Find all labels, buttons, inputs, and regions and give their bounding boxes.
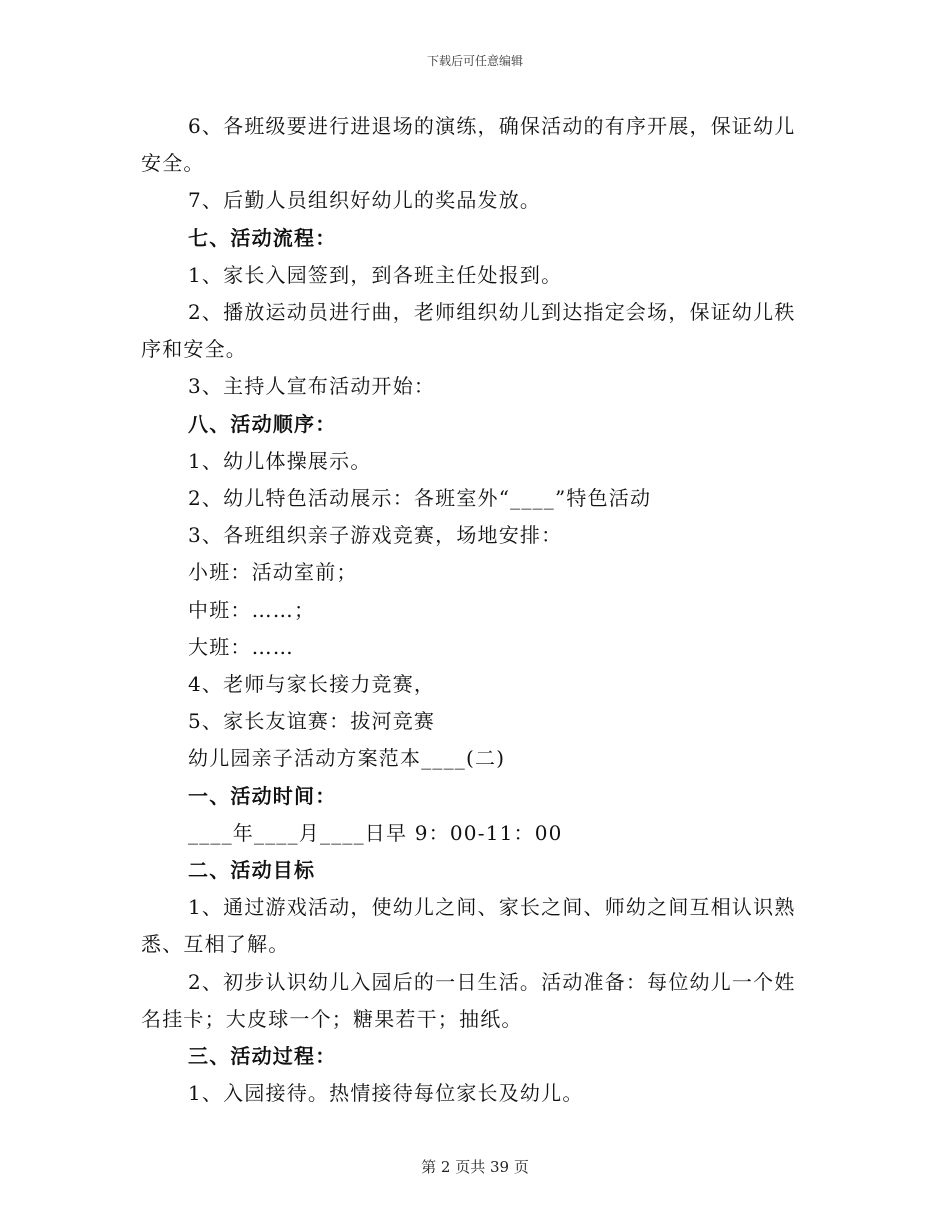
paragraph-line: 6、各班级要进行进退场的演练，确保活动的有序开展，保证幼儿 <box>188 114 796 138</box>
paragraph-line: 2、初步认识幼儿入园后的一日生活。活动准备：每位幼儿一个姓 <box>188 969 796 994</box>
paragraph-line: 1、入园接待。热情接待每位家长及幼儿。 <box>188 1081 584 1106</box>
paragraph-line: 2、播放运动员进行曲，老师组织幼儿到达指定会场，保证幼儿秩 <box>188 300 796 325</box>
paragraph-line: 4、老师与家长接力竞赛， <box>188 672 436 697</box>
page-header: 下载后可任意编辑 <box>426 54 523 68</box>
paragraph-line: 3、各班组织亲子游戏竞赛，场地安排： <box>188 523 563 548</box>
section-heading: 二、活动目标 <box>188 858 316 883</box>
paragraph-line: 名挂卡；大皮球一个；糖果若干；抽纸。 <box>141 1006 523 1031</box>
document-body <box>141 108 811 1112</box>
paragraph-line: 1、幼儿体操展示。 <box>188 448 372 473</box>
paragraph-line: 3、主持人宣布活动开始： <box>188 374 436 399</box>
section-heading: 八、活动顺序： <box>188 411 337 436</box>
paragraph-line: 悉、互相了解。 <box>141 932 290 957</box>
document-subtitle: 幼儿园亲子活动方案范本____(二) <box>188 746 506 771</box>
paragraph-line: 序和安全。 <box>141 337 247 362</box>
paragraph-line: 1、家长入园签到，到各班主任处报到。 <box>188 262 563 287</box>
paragraph-line: ____年____月____日早 9：00-11：00 <box>188 820 563 845</box>
paragraph-line: 安全。 <box>141 151 205 176</box>
page-footer: 第 2 页共 39 页 <box>421 1158 529 1176</box>
section-heading: 三、活动过程： <box>188 1044 337 1069</box>
paragraph-line: 小班：活动室前； <box>188 560 358 585</box>
paragraph-line: 中班：……； <box>188 597 316 622</box>
paragraph-line: 5、家长友谊赛：拔河竞赛 <box>188 709 436 734</box>
section-heading: 一、活动时间： <box>188 783 337 808</box>
section-heading: 七、活动流程： <box>188 225 337 250</box>
paragraph-line: 大班：…… <box>188 634 294 659</box>
paragraph-line: 2、幼儿特色活动展示：各班室外“____”特色活动 <box>188 486 652 511</box>
paragraph-line: 7、后勤人员组织好幼儿的奖品发放。 <box>188 188 542 213</box>
paragraph-line: 1、通过游戏活动，使幼儿之间、家长之间、师幼之间互相认识熟 <box>188 895 796 920</box>
